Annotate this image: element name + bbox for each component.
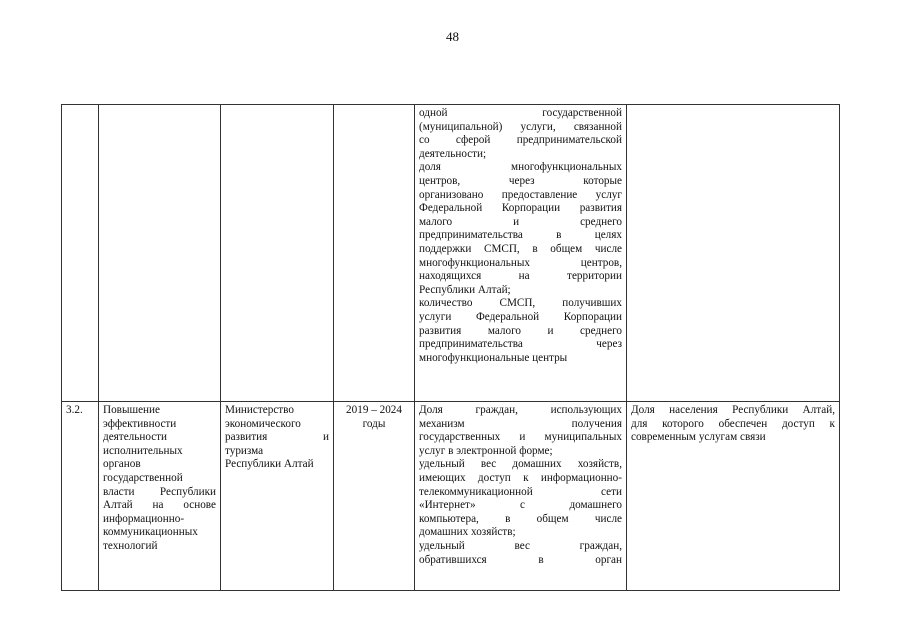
text-line: телекоммуникационной сети: [419, 485, 622, 498]
text-line: находящихся на территории: [419, 270, 622, 283]
text-line: туризма: [225, 444, 264, 457]
row-number: 3.2.: [66, 404, 83, 416]
cell-period: [334, 402, 415, 591]
text-line: деятельности: [103, 431, 168, 444]
text-line: со сферой предпринимательской: [419, 134, 622, 147]
text-line: технологий: [103, 539, 158, 552]
cell-targets: [627, 402, 840, 591]
text-line: информационно-: [103, 512, 185, 525]
text-line: эффективности: [103, 417, 177, 430]
text-line: деятельности;: [419, 147, 487, 160]
text-line: для которого обеспечен доступ к: [631, 417, 835, 430]
cell-number: [62, 105, 99, 402]
text-line: (муниципальной) услуги, связанной: [419, 120, 622, 133]
cell-period: [334, 105, 415, 402]
text-line: многофункциональных центров,: [419, 256, 622, 269]
text-line: центров, через которые: [419, 174, 622, 187]
text-line: удельный вес граждан,: [419, 539, 622, 552]
table-row: [62, 105, 840, 402]
text-line: поддержки СМСП, в общем числе: [419, 242, 622, 255]
text-line: Республики Алтай;: [419, 283, 511, 296]
text-line: современным услугам связи: [631, 431, 766, 444]
text-line: экономического: [225, 417, 301, 430]
text-line: государственной: [103, 471, 183, 484]
text-line: механизм получения: [419, 417, 622, 430]
text-line: Республики Алтай: [225, 458, 314, 471]
text-line: власти Республики: [103, 485, 216, 498]
text-line: услуг в электронной форме;: [419, 444, 553, 457]
text-line: обратившихся в орган: [419, 553, 622, 566]
cell-executor: [221, 402, 334, 591]
text-line: Доля граждан, использующих: [419, 404, 622, 416]
text-line: предпринимательства через: [419, 338, 622, 351]
text-line: Доля населения Республики Алтай,: [631, 404, 835, 416]
text-line: Министерство: [225, 404, 294, 416]
text-line: количество СМСП, получивших: [419, 297, 622, 310]
period-unit: годы: [362, 417, 386, 430]
text-line: многофункциональные центры: [419, 351, 568, 364]
cell-measure-name: [99, 105, 221, 402]
cell-targets: [627, 105, 840, 402]
text-line: Алтай на основе: [103, 499, 216, 512]
text-line: коммуникационных: [103, 526, 198, 539]
text-line: имеющих доступ к информационно-: [419, 471, 622, 484]
cell-indicators: [415, 402, 627, 591]
measures-table: [61, 104, 840, 591]
text-line: малого и среднего: [419, 215, 622, 228]
text-line: органов: [103, 458, 141, 471]
text-line: Федеральной Корпорации развития: [419, 202, 622, 215]
text-line: государственных и муниципальных: [419, 431, 622, 444]
text-line: доля многофункциональных: [419, 161, 622, 174]
text-line: развития и: [225, 431, 329, 444]
cell-measure-name: [99, 402, 221, 591]
text-line: исполнительных: [103, 444, 183, 457]
text-line: «Интернет» с домашнего: [419, 499, 622, 512]
cell-indicators: [415, 105, 627, 402]
text-line: Повышение: [103, 404, 160, 416]
text-line: предпринимательства в целях: [419, 229, 622, 242]
table-row: [62, 402, 840, 591]
page-number: 48: [446, 29, 459, 44]
text-line: компьютера, в общем числе: [419, 512, 622, 525]
text-line: развития малого и среднего: [419, 324, 622, 337]
text-line: организовано предоставление услуг: [419, 188, 622, 201]
cell-executor: [221, 105, 334, 402]
cell-number: [62, 402, 99, 591]
text-line: домашних хозяйств;: [419, 526, 516, 539]
text-line: удельный вес домашних хозяйств,: [419, 458, 622, 471]
period-range: 2019 – 2024: [346, 404, 402, 416]
text-line: услуги Федеральной Корпорации: [419, 310, 622, 323]
text-line: одной государственной: [419, 107, 622, 119]
